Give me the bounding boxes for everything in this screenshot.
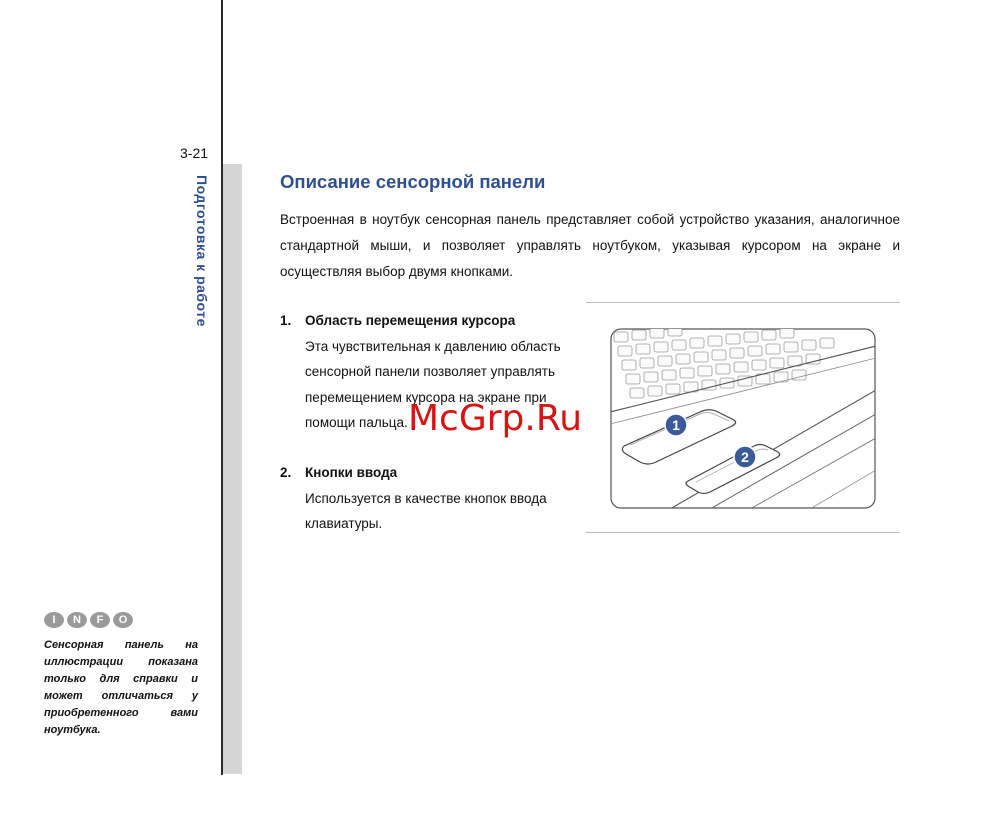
list-item-input-buttons [280,460,570,537]
info-note: Сенсорная панель на иллюстрации показана только для справки и может отличаться у приобретенного вами ноутбука. [44,639,198,736]
watermark: McGrp.Ru [408,398,583,439]
list-item-text: Эта чувствительная к давлению область сенсорной панели позволяет управлять перемещением курсора на экране при помощи пальца. [305,338,561,430]
callout-2-label: 2 [741,449,749,465]
info-letter: N [67,612,87,628]
divider-bottom [586,532,900,533]
info-letter: O [113,612,133,628]
list-item-number: 2. [280,465,292,480]
list-item-heading: Область перемещения курсора [305,313,516,328]
list-item-number: 1. [280,313,292,328]
touchpad-illustration [610,328,876,509]
info-letter: I [44,612,64,628]
list-item-text: Используется в качестве кнопок ввода клавиатуры. [305,490,547,531]
list-item-heading: Кнопки ввода [305,465,398,480]
info-logo [44,612,133,628]
divider-top [586,302,900,303]
section-title: Описание сенсорной панели [280,171,546,192]
intro-paragraph: Встроенная в ноутбук сенсорная панель представляет собой устройство указания, аналогичное стандартной мыши, и позволяет управлять ноутбуком, указывая курсором на экране и осуществляя выбор двумя кнопками. [280,212,900,279]
callout-1-label: 1 [672,417,680,433]
chapter-side-title: Подготовка к работе [194,175,210,327]
margin-gray-bar [223,164,242,774]
page-number: 3-21 [180,145,209,161]
info-letter: F [90,612,110,628]
